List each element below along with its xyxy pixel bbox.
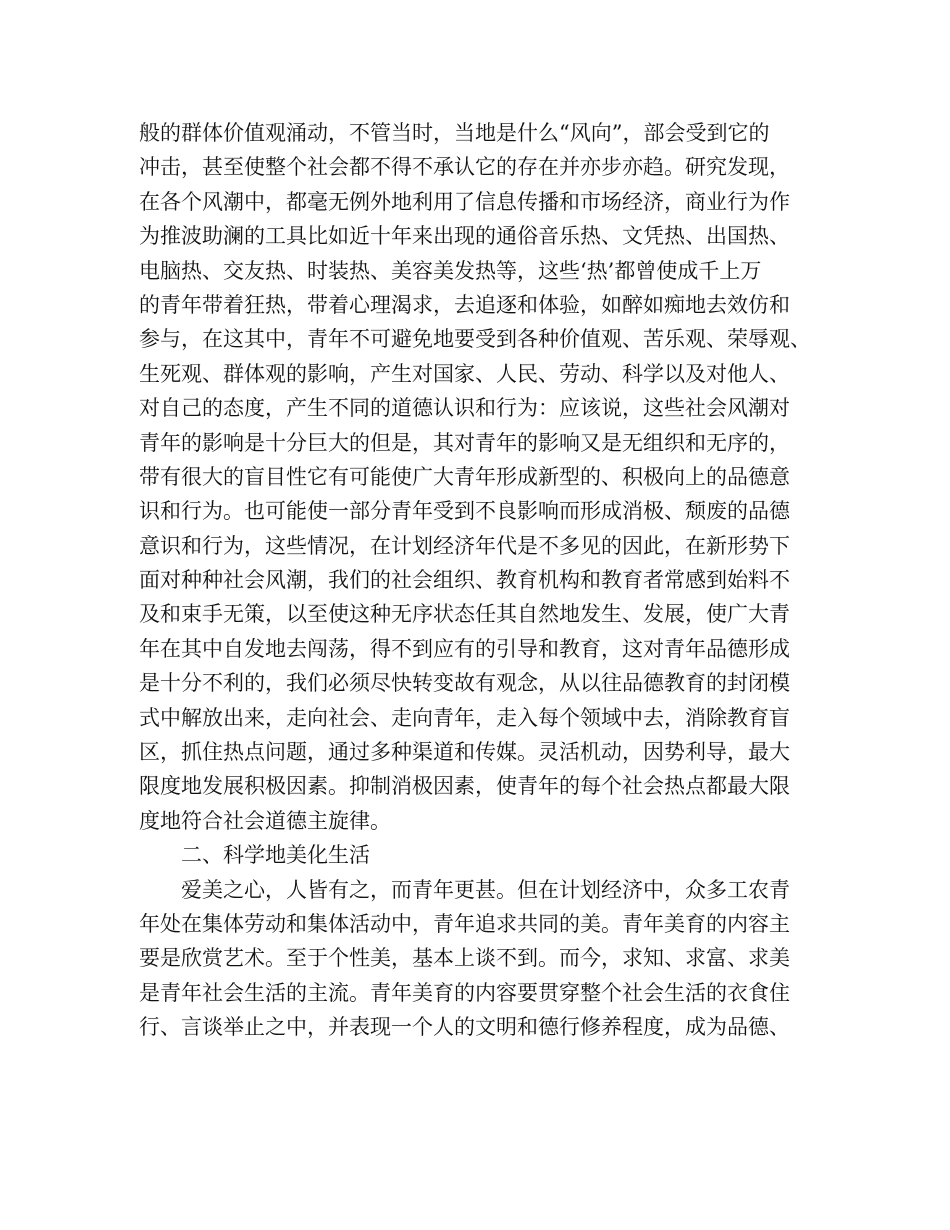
text-line: 是青年社会生活的主流。青年美育的内容要贯穿整个社会生活的衣食住: [139, 980, 790, 1005]
section-heading: 二、科学地美化生活: [181, 843, 370, 868]
text-line: 生死观、群体观的影响，产生对国家、人民、劳动、科学以及对他人、: [139, 361, 790, 386]
text-line: 带有很大的盲目性它有可能使广大青年形成新型的、积极向上的品德意: [139, 464, 790, 489]
text-line: 电脑热、交友热、时装热、美容美发热等，这些‘热’都曾使成千上万: [139, 258, 762, 283]
text-line: 对自己的态度，产生不同的道德认识和行为：应该说，这些社会风潮对: [139, 396, 790, 421]
text-line: 参与，在这其中，青年不可避免地要受到各种价值观、苦乐观、荣辱观、: [139, 327, 811, 352]
text-line: 青年的影响是十分巨大的但是，其对青年的影响又是无组织和无序的，: [139, 430, 790, 455]
text-line: 度地符合社会道德主旋律。: [139, 808, 391, 833]
body-text: [139, 116, 839, 1045]
text-line: 限度地发展积极因素。抑制消极因素，使青年的每个社会热点都最大限: [139, 774, 790, 799]
text-line: 爱美之心，人皆有之，而青年更甚。但在计划经济中，众多工农青: [181, 877, 790, 902]
text-line: 要是欣赏艺术。至于个性美，基本上谈不到。而今，求知、求富、求美: [139, 946, 790, 971]
text-line: 意识和行为，这些情况，在计划经济年代是不多见的因此，在新形势下: [139, 533, 790, 558]
text-line: 面对种种社会风潮，我们的社会组织、教育机构和教育者常感到始料不: [139, 568, 790, 593]
text-line: 为推波助澜的工具比如近十年来出现的通俗音乐热、文凭热、出国热、: [139, 224, 790, 249]
text-line: 识和行为。也可能使一部分青年受到不良影响而形成消极、颓废的品德: [139, 499, 790, 524]
text-line: 般的群体价值观涌动，不管当时，当地是什么“风向”，部会受到它的: [139, 121, 770, 145]
text-line: 年在其中自发地去闯荡，得不到应有的引导和教育，这对青年品德形成: [139, 636, 790, 661]
text-line: 行、言谈举止之中，并表现一个人的文明和德行修养程度，成为品德、: [139, 1015, 790, 1040]
text-line: 的青年带着狂热，带着心理渴求，去追逐和体验，如醉如痴地去效仿和: [139, 292, 790, 317]
text-line: 在各个风潮中，都毫无例外地利用了信息传播和市场经济，商业行为作: [139, 189, 790, 214]
text-line: 冲击，甚至使整个社会都不得不承认它的存在并亦步亦趋。研究发现，: [139, 155, 790, 180]
text-line: 是十分不利的，我们必须尽快转变故有观念，从以往品德教育的封闭模: [139, 671, 790, 696]
text-line: 式中解放出来，走向社会、走向青年，走入每个领域中去，消除教育盲: [139, 705, 790, 730]
text-line: 及和束手无策，以至使这种无序状态任其自然地发生、发展，使广大青: [139, 602, 790, 627]
text-line: 年处在集体劳动和集体活动中，青年追求共同的美。青年美育的内容主: [139, 911, 790, 936]
text-line: 区，抓住热点问题，通过多种渠道和传媒。灵活机动，因势利导，最大: [139, 740, 790, 765]
